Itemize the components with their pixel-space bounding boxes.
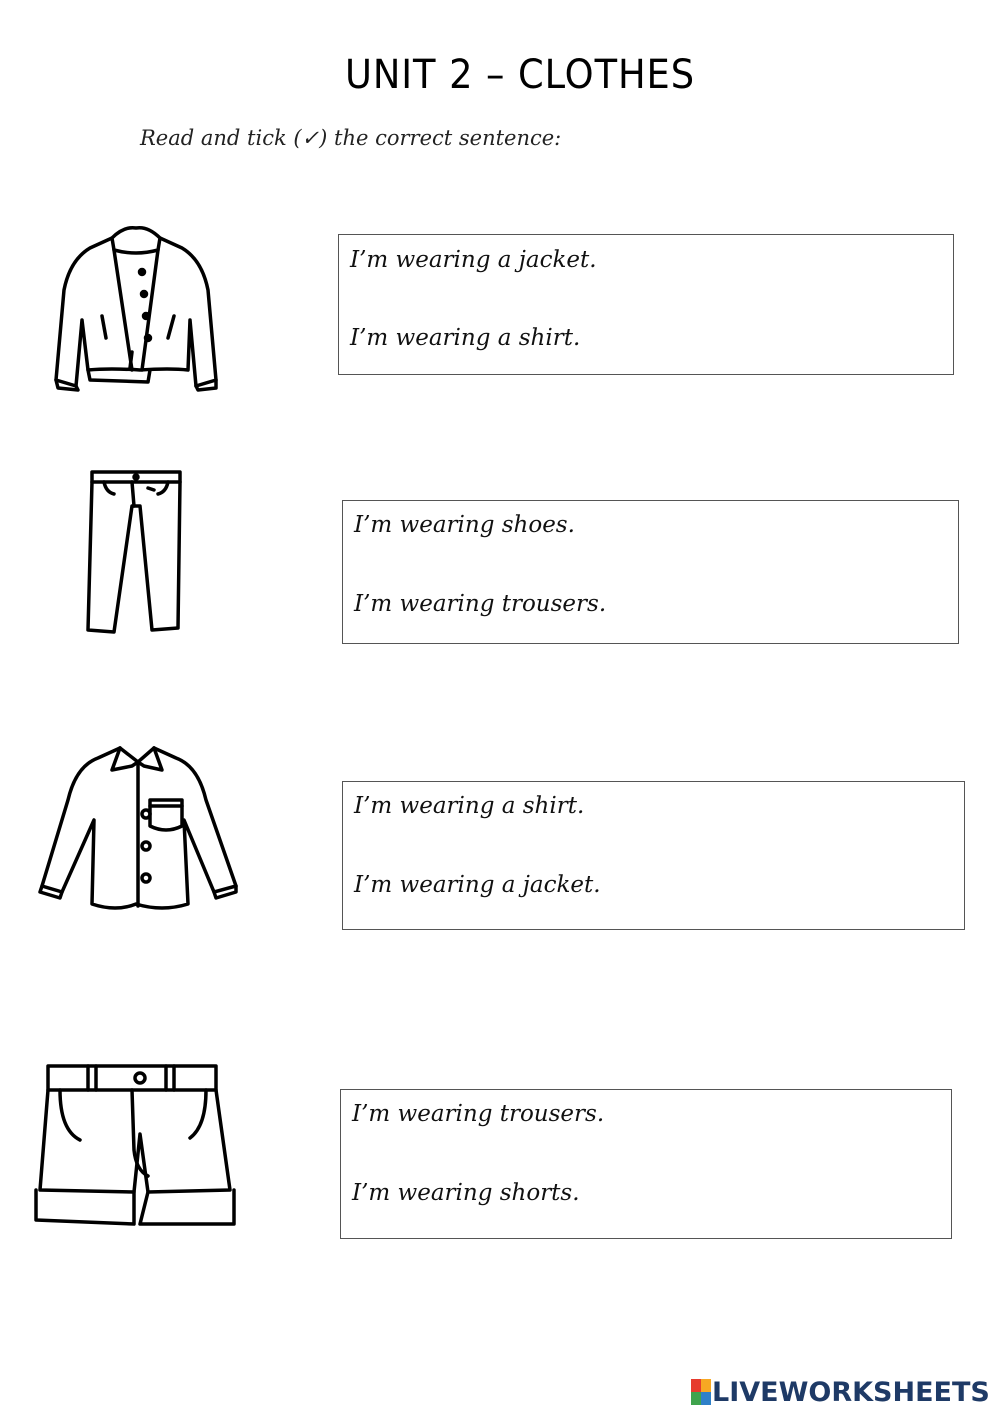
sentence-box-4	[340, 1089, 952, 1239]
option-1b[interactable]: I’m wearing a shirt.	[350, 325, 581, 351]
liveworksheets-logo	[690, 1376, 990, 1408]
sentence-box-1	[338, 234, 954, 375]
brand-name: LIVEWORKSHEETS	[712, 1376, 990, 1408]
option-1a[interactable]: I’m wearing a jacket.	[350, 247, 597, 273]
option-2b[interactable]: I’m wearing trousers.	[354, 591, 607, 617]
trousers-icon	[84, 466, 188, 638]
page-title: UNIT 2 – CLOTHES	[344, 52, 696, 98]
shirt-icon	[38, 740, 240, 916]
instruction-text: Read and tick (✓) the correct sentence:	[140, 126, 562, 150]
option-4a[interactable]: I’m wearing trousers.	[352, 1101, 605, 1127]
option-3a[interactable]: I’m wearing a shirt.	[354, 793, 585, 819]
jacket-icon	[50, 220, 222, 396]
option-2a[interactable]: I’m wearing shoes.	[354, 512, 575, 538]
option-4b[interactable]: I’m wearing shorts.	[352, 1180, 580, 1206]
sentence-box-2	[342, 500, 959, 644]
liveworksheets-logo-icon	[690, 1378, 712, 1406]
option-3b[interactable]: I’m wearing a jacket.	[354, 872, 601, 898]
shorts-icon	[30, 1060, 242, 1232]
sentence-box-3	[342, 781, 965, 930]
